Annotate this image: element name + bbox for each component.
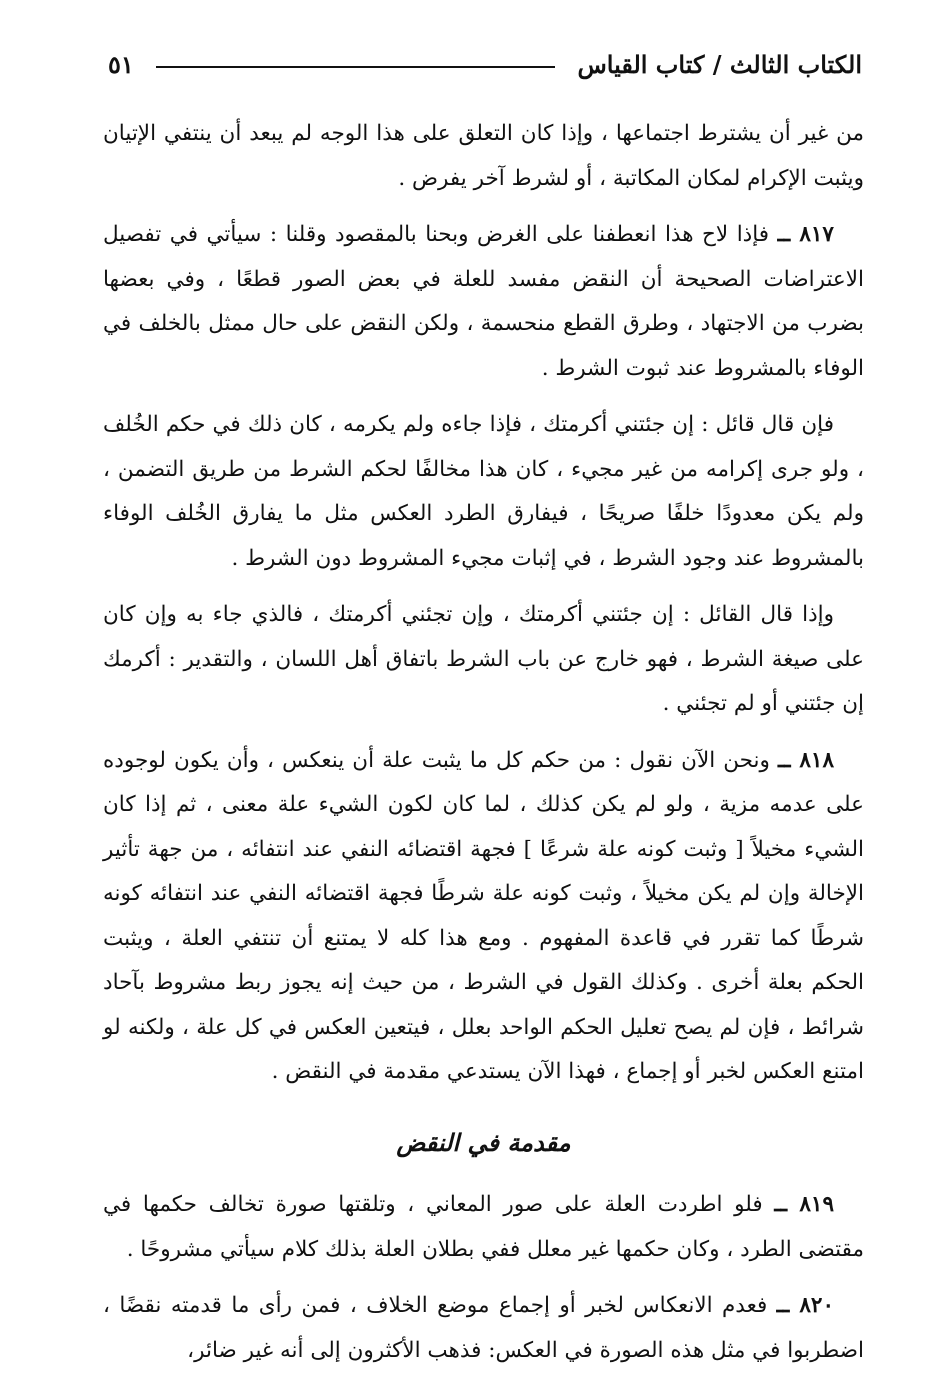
paragraph-text: من غير أن يشترط اجتماعها ، وإذا كان التعلق على هذا الوجه لم يبعد أن ينتفي الإتيان ويثبت الإكرام لمكان المكاتبة ، أو لشرط آخر يفرض . bbox=[103, 121, 864, 191]
page-header bbox=[108, 38, 862, 90]
running-title: الكتاب الثالث / كتاب القياس bbox=[577, 49, 862, 79]
body-text bbox=[103, 112, 864, 1385]
header-rule bbox=[156, 66, 556, 68]
page-number: ٥١ bbox=[108, 49, 134, 79]
paragraph-819 bbox=[103, 1183, 864, 1272]
paragraph-number: ٨١٧ ــ bbox=[777, 222, 834, 247]
paragraph-number: ٨١٨ ــ bbox=[778, 747, 834, 773]
paragraph-820 bbox=[103, 1284, 864, 1373]
paragraph bbox=[103, 403, 864, 581]
paragraph-text: ونحن الآن نقول : من حكم كل ما يثبت علة أن ينعكس ، وأن يكون لوجوده على عدمه مزية ، ولو لم يكن كذلك ، لما كان لكون الشيء علة معنى ، ثم إذا كان الشيء مخيلاً [ وثبت كونه علة شرعًا ] فجهة اقتضائه النفي عند انتفائه ، من جهة تأثير الإخالة وإن لم يكن مخيلاً ، وثبت كونه علة شرطًا فجهة اقتضائه النفي عند انتفائه كونه شرطًا كما تقرر في قاعدة المفهوم . ومع هذا كله لا يمتنع أن تنتفي العلة ، ويثبت الحكم بعلة أخرى . وكذلك القول في الشرط ، من حيث إنه يجوز ربط مشروط بآحاد شرائط ، فإن لم يصح تعليل الحكم الواحد بعلل ، فيتعين العكس في كل علة ، ولكنه لو امتنع العكس لخبر أو إجماع ، فهذا الآن يستدعي مقدمة في النقض . bbox=[103, 747, 864, 1084]
paragraph-text: وإذا قال القائل : إن جئتني أكرمتك ، وإن تجئني أكرمتك ، فالذي جاء به وإن كان على صيغة الشرط ، فهو خارج عن باب الشرط باتفاق أهل اللسان ، والتقدير : أكرمك إن جئتني أو لم تجئني . bbox=[103, 602, 864, 716]
paragraph-text: فلو اطردت العلة على صور المعاني ، وتلقتها صورة تخالف حكمها في مقتضى الطرد ، وكان حكمها غير معلل ففي بطلان العلة بذلك كلام سيأتي مشروحًا . bbox=[103, 1192, 864, 1262]
paragraph-818 bbox=[103, 739, 864, 1095]
paragraph-continuation bbox=[103, 112, 864, 201]
paragraph-text: فإن قال قائل : إن جئتني أكرمتك ، فإذا جاءه ولم يكرمه ، كان ذلك في حكم الخُلف ، ولو جرى إكرامه من غير مجيء ، كان هذا مخالفًا لحكم الشرط من طريق التضمن ، ولم يكن معدودًا خلفًا صريحًا ، فيفارق الطرد العكس مثل ما يفارق الخُلف الوفاء بالمشروط عند وجود الشرط ، في إثبات مجيء المشروط دون الشرط . bbox=[103, 412, 864, 571]
paragraph bbox=[103, 593, 864, 727]
paragraph-number: ٨٢٠ ــ bbox=[776, 1293, 834, 1318]
paragraph-text: فإذا لاح هذا انعطفنا على الغرض وبحنا بالمقصود وقلنا : سيأتي في تفصيل الاعتراضات الصحيحة أن النقض مفسد للعلة في بعض الصور قطعًا ، وفي بعضها بضرب من الاجتهاد ، وطرق القطع منحسمة ، ولكن النقض على حال ممثل بالخلف في الوفاء بالمشروط عند ثبوت الشرط . bbox=[103, 222, 864, 381]
paragraph-text: فعدم الانعكاس لخبر أو إجماع موضع الخلاف ، فمن رأى ما قدمته نقضًا ، اضطربوا في مثل هذه الصورة في العكس: فذهب الأكثرون إلى أنه غير ضائر، bbox=[103, 1293, 864, 1363]
section-heading: مقدمة في النقض bbox=[396, 1127, 571, 1157]
paragraph-817 bbox=[103, 213, 864, 391]
paragraph-number: ٨١٩ ــ bbox=[774, 1192, 834, 1217]
